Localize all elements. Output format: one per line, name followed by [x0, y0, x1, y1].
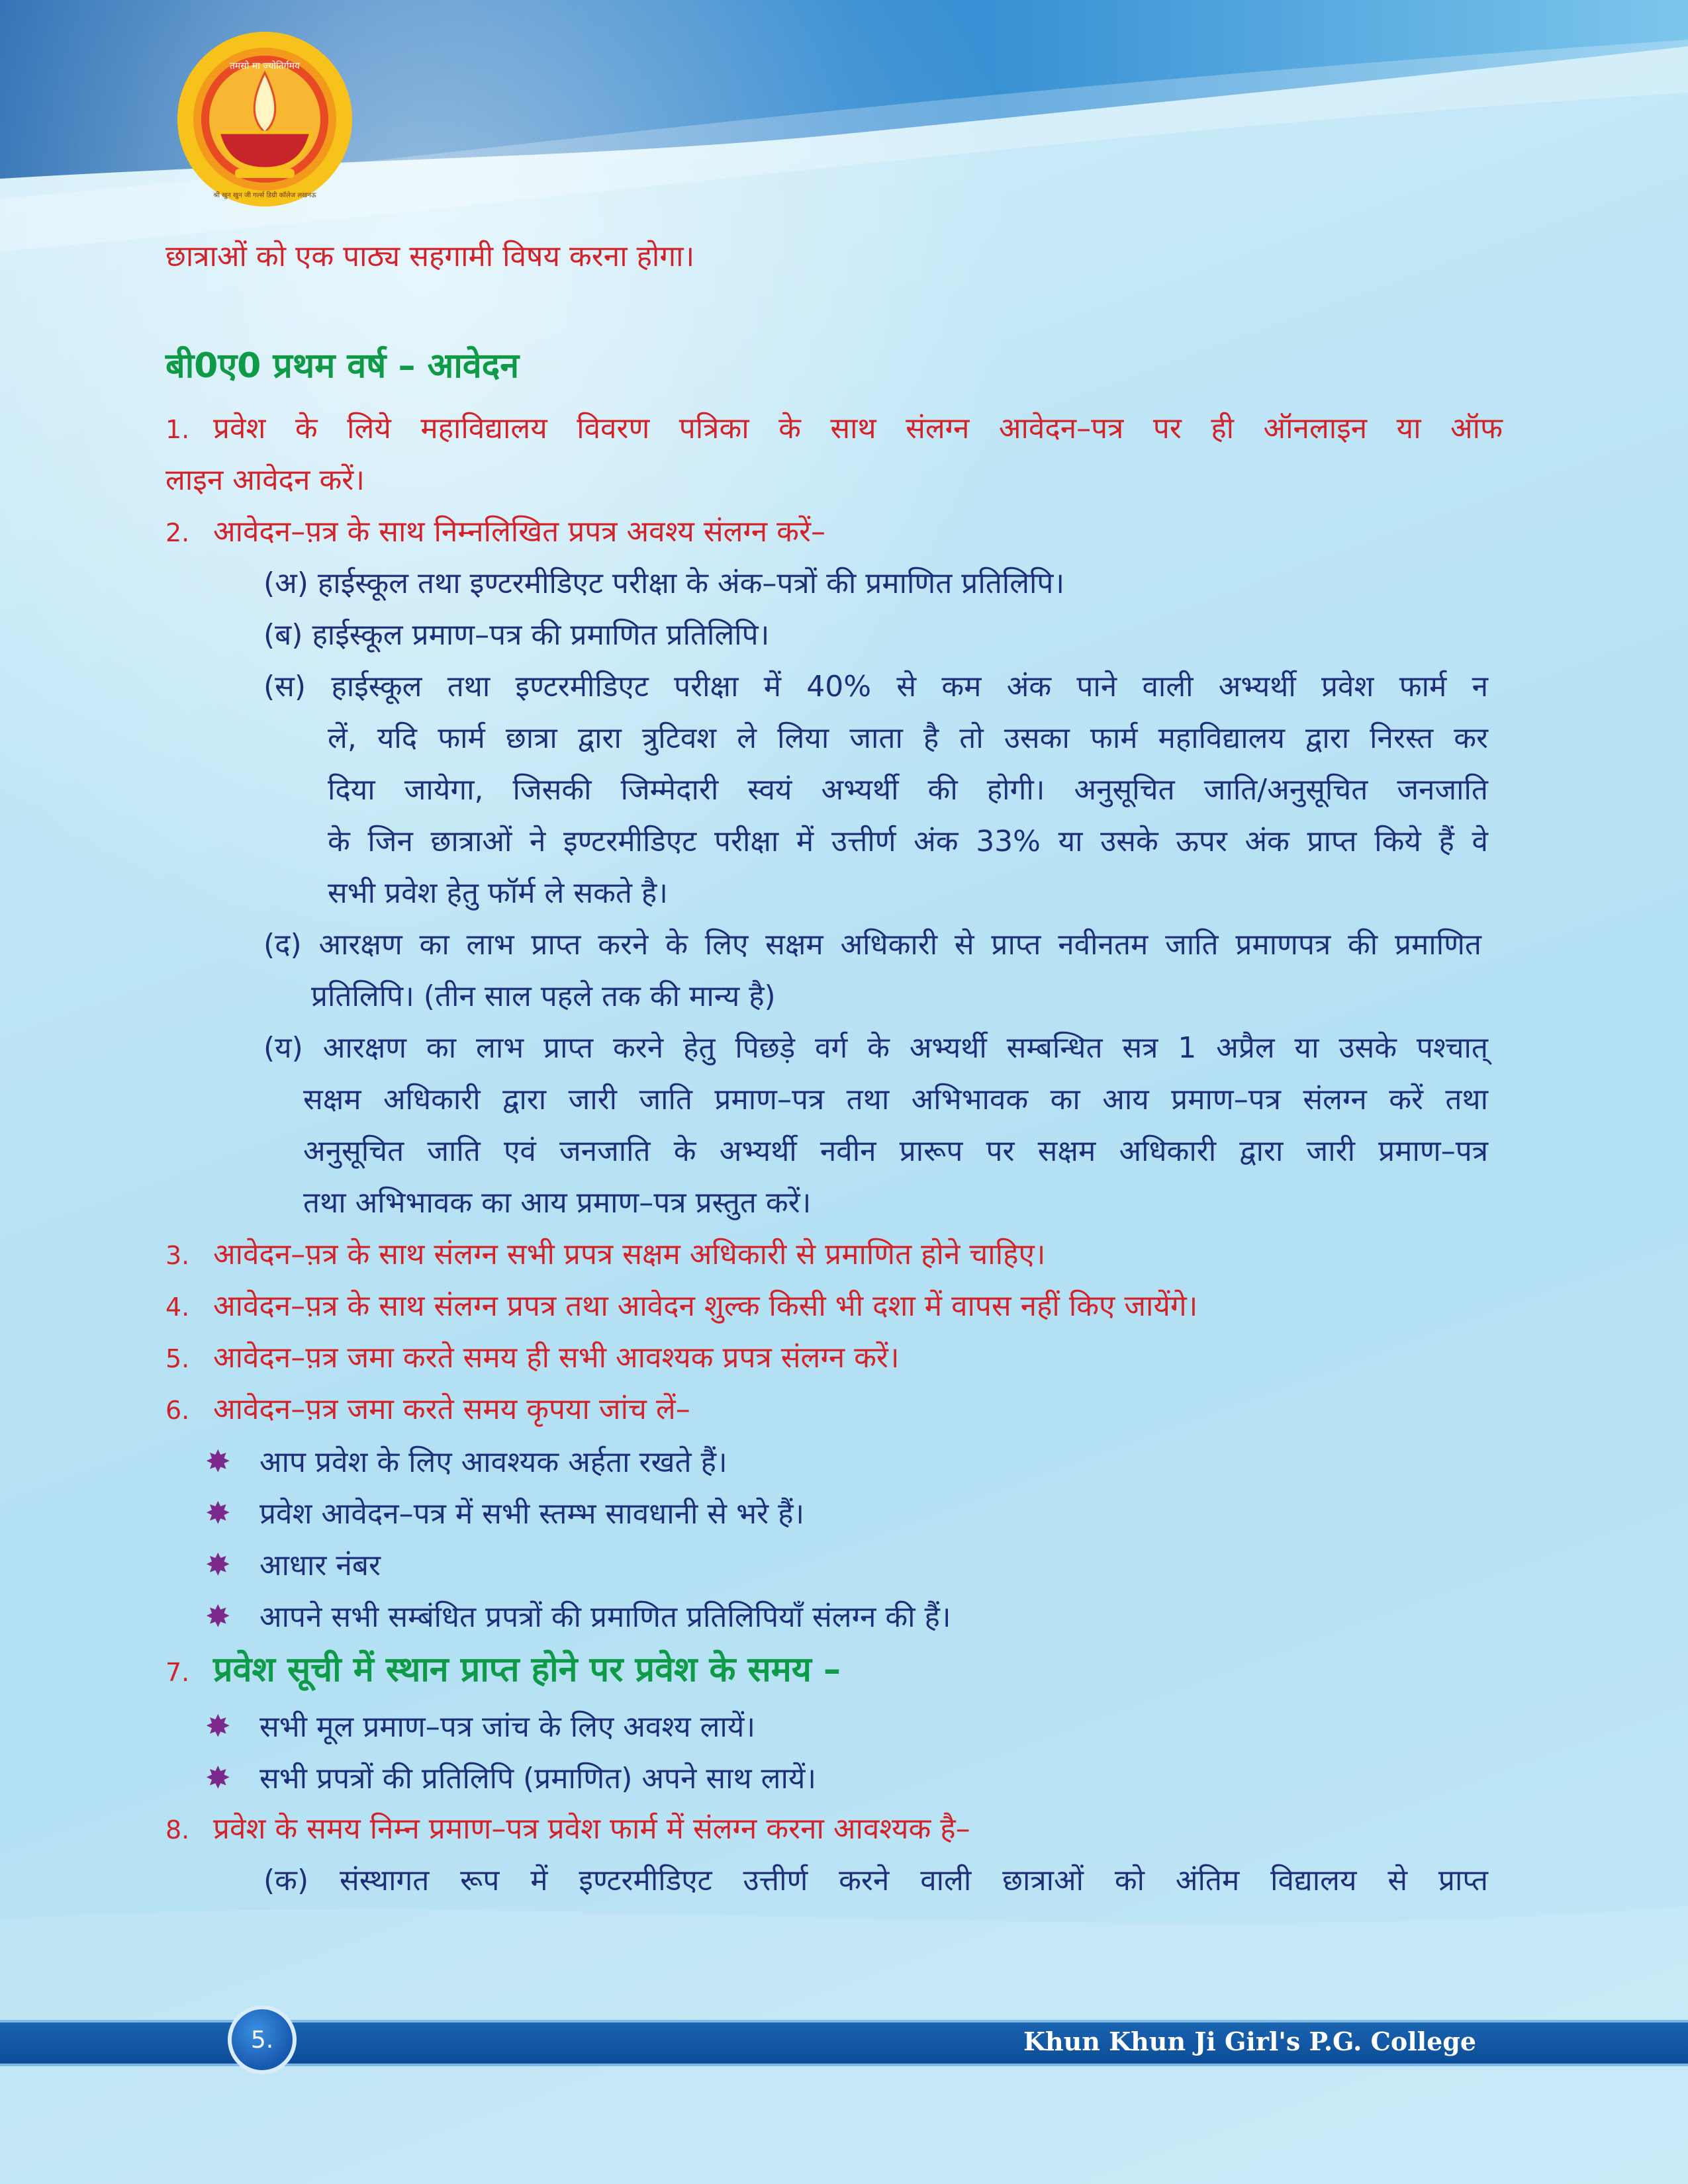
sub-item-y-line-1: (य) आरक्षण का लाभ प्राप्त करने हेतु पिछड़े वर्ग के अभ्यर्थी सम्बन्धित सत्र 1 अप्रैल या उसके पश्चात् [263, 1031, 1488, 1065]
item-7-text: प्रवेश सूची में स्थान प्राप्त होने पर प्रवेश के समय – [213, 1650, 841, 1690]
college-name: Khun Khun Ji Girl's P.G. College [1023, 2026, 1476, 2056]
sub-item-d-line-1: (द) आरक्षण का लाभ प्राप्त करने के लिए सक्षम अधिकारी से प्राप्त नवीनतम जाति प्रमाणपत्र की प्रमाणित [263, 928, 1481, 962]
item-8-number: 8. [165, 1815, 190, 1844]
star-bullet-icon: ✸ [205, 1598, 231, 1634]
item-6-number: 6. [165, 1396, 190, 1425]
item-7 [165, 1651, 841, 1691]
item-6-text: आवेदन–प़त्र जमा करते समय कृपया जांच लें– [213, 1392, 690, 1426]
sub-item-s-line-3: दिया जायेगा, जिसकी जिम्मेदारी स्वयं अभ्यर्थी की होगी। अनुसूचित जाति/अनुसूचित जनजाति [328, 773, 1488, 807]
sub-item-a: (अ) हाईस्कूल तथा इण्टरमीडिएट परीक्षा के अंक–पत्रों की प्रमाणित प्रतिलिपि। [263, 567, 1065, 600]
sub-item-s-line-5: सभी प्रवेश हेतु फॉर्म ले सकते है। [328, 876, 668, 910]
item-5-text: आवेदन–प़त्र जमा करते समय ही सभी आवश्यक प्रपत्र संलग्न करें। [213, 1341, 900, 1375]
item-8-text: प्रवेश के समय निम्न प्रमाण–पत्र प्रवेश फार्म में संलग्न करना आवश्यक है– [213, 1812, 970, 1846]
sub-item-d-line-2: प्रतिलिपि। (तीन साल पहले तक की मान्य है) [311, 979, 776, 1013]
sub-item-s-line-1: (स) हाईस्कूल तथा इण्टरमीडिएट परीक्षा में 40% से कम अंक पाने वाली अभ्यर्थी प्रवेश फार्म न [263, 670, 1488, 704]
star-bullet-icon: ✸ [205, 1760, 231, 1796]
item-1-line-1: प्रवेश के लिये महाविद्यालय विवरण पत्रिका के साथ संलग्न आवेदन–पत्र पर ही ऑनलाइन या ऑफ [213, 412, 1503, 445]
logo-bottom-text: श्री खुन खुन जी गर्ल्स डिग्री कॉलेज लखनऊ [213, 192, 316, 199]
page-number: 5. [228, 2005, 297, 2074]
sub-item-k: (क) संस्थागत रूप में इण्टरमीडिएट उत्तीर्ण करने वाली छात्राओं को अंतिम विद्यालय से प्राप्त [263, 1864, 1488, 1897]
star-bullet-icon: ✸ [205, 1495, 231, 1531]
sub-item-y-line-3: अनुसूचित जाति एवं जनजाति के अभ्यर्थी नवीन प्रारूप पर सक्षम अधिकारी द्वारा जारी प्रमाण–पत्र [303, 1134, 1488, 1168]
sub-item-s-line-2: लें, यदि फार्म छात्रा द्वारा त्रुटिवश ले लिया जाता है तो उसका फार्म महाविद्यालय द्वारा निरस्त कर [328, 721, 1488, 755]
list-item: ✸ आधार नंबर [205, 1547, 381, 1582]
college-logo [172, 26, 357, 212]
item-3-text: आवेदन–प़त्र के साथ संलग्न सभी प्रपत्र सक्षम अधिकारी से प्रमाणित होने चाहिए। [213, 1238, 1046, 1271]
item-1-number: 1. [165, 415, 190, 444]
list-item: ✸ आपने सभी सम्बंधित प्रपत्रों की प्रमाणित प्रतिलिपियाँ संलग्न की हैं। [205, 1598, 951, 1634]
item-1-line-2: लाइन आवेदन करें। [165, 463, 365, 497]
sub-item-s-line-4: के जिन छात्राओं ने इण्टरमीडिएट परीक्षा में उत्तीर्ण अंक 33% या उसके ऊपर अंक प्राप्त किये हैं वे [328, 825, 1488, 858]
list-item: ✸ सभी मूल प्रमाण–पत्र जांच के लिए अवश्य लायें। [205, 1708, 756, 1744]
sub-item-y-line-2: सक्षम अधिकारी द्वारा जारी जाति प्रमाण–पत्र तथा अभिभावक का आय प्रमाण–पत्र संलग्न करें तथा [303, 1083, 1488, 1116]
item-4-number: 4. [165, 1293, 190, 1322]
item-2 [165, 514, 825, 551]
item-4 [165, 1288, 1197, 1326]
item-1 [165, 410, 1503, 448]
logo-top-text: तमसो मा ज्योतिर्गमय [229, 61, 301, 71]
sub-item-b: (ब) हाईस्कूल प्रमाण–पत्र की प्रमाणित प्रतिलिपि। [263, 618, 770, 652]
item-4-text: आवेदन–प़त्र के साथ संलग्न प्रपत्र तथा आवेदन शुल्क किसी भी दशा में वापस नहीं किए जायेंगे। [213, 1289, 1198, 1323]
star-bullet-icon: ✸ [205, 1547, 231, 1582]
item-3 [165, 1236, 1045, 1274]
item-5 [165, 1340, 900, 1377]
star-bullet-icon: ✸ [205, 1708, 231, 1744]
item-7-number: 7. [165, 1658, 190, 1687]
intro-text: छात्राओं को एक पाठ्य सहगामी विषय करना होगा। [165, 240, 695, 273]
item-6 [165, 1391, 690, 1429]
star-bullet-icon: ✸ [205, 1443, 231, 1479]
list-item: ✸ प्रवेश आवेदन–पत्र में सभी स्तम्भ सावधानी से भरे हैं। [205, 1495, 805, 1531]
item-3-number: 3. [165, 1241, 190, 1270]
item-2-number: 2. [165, 518, 190, 547]
sub-item-y-line-4: तथा अभिभावक का आय प्रमाण–पत्र प्रस्तुत करें। [303, 1186, 812, 1220]
item-5-number: 5. [165, 1344, 190, 1373]
item-2-text: आवेदन–प़त्र के साथ निम्नलिखित प्रपत्र अवश्य संलग्न करें– [213, 515, 825, 549]
list-item: ✸ सभी प्रपत्रों की प्रतिलिपि (प्रमाणित) अपने साथ लायें। [205, 1760, 817, 1796]
list-item: ✸ आप प्रवेश के लिए आवश्यक अर्हता रखते हैं। [205, 1443, 727, 1479]
section-title: बी0ए0 प्रथम वर्ष – आवेदन [165, 346, 520, 386]
item-8 [165, 1811, 970, 1848]
